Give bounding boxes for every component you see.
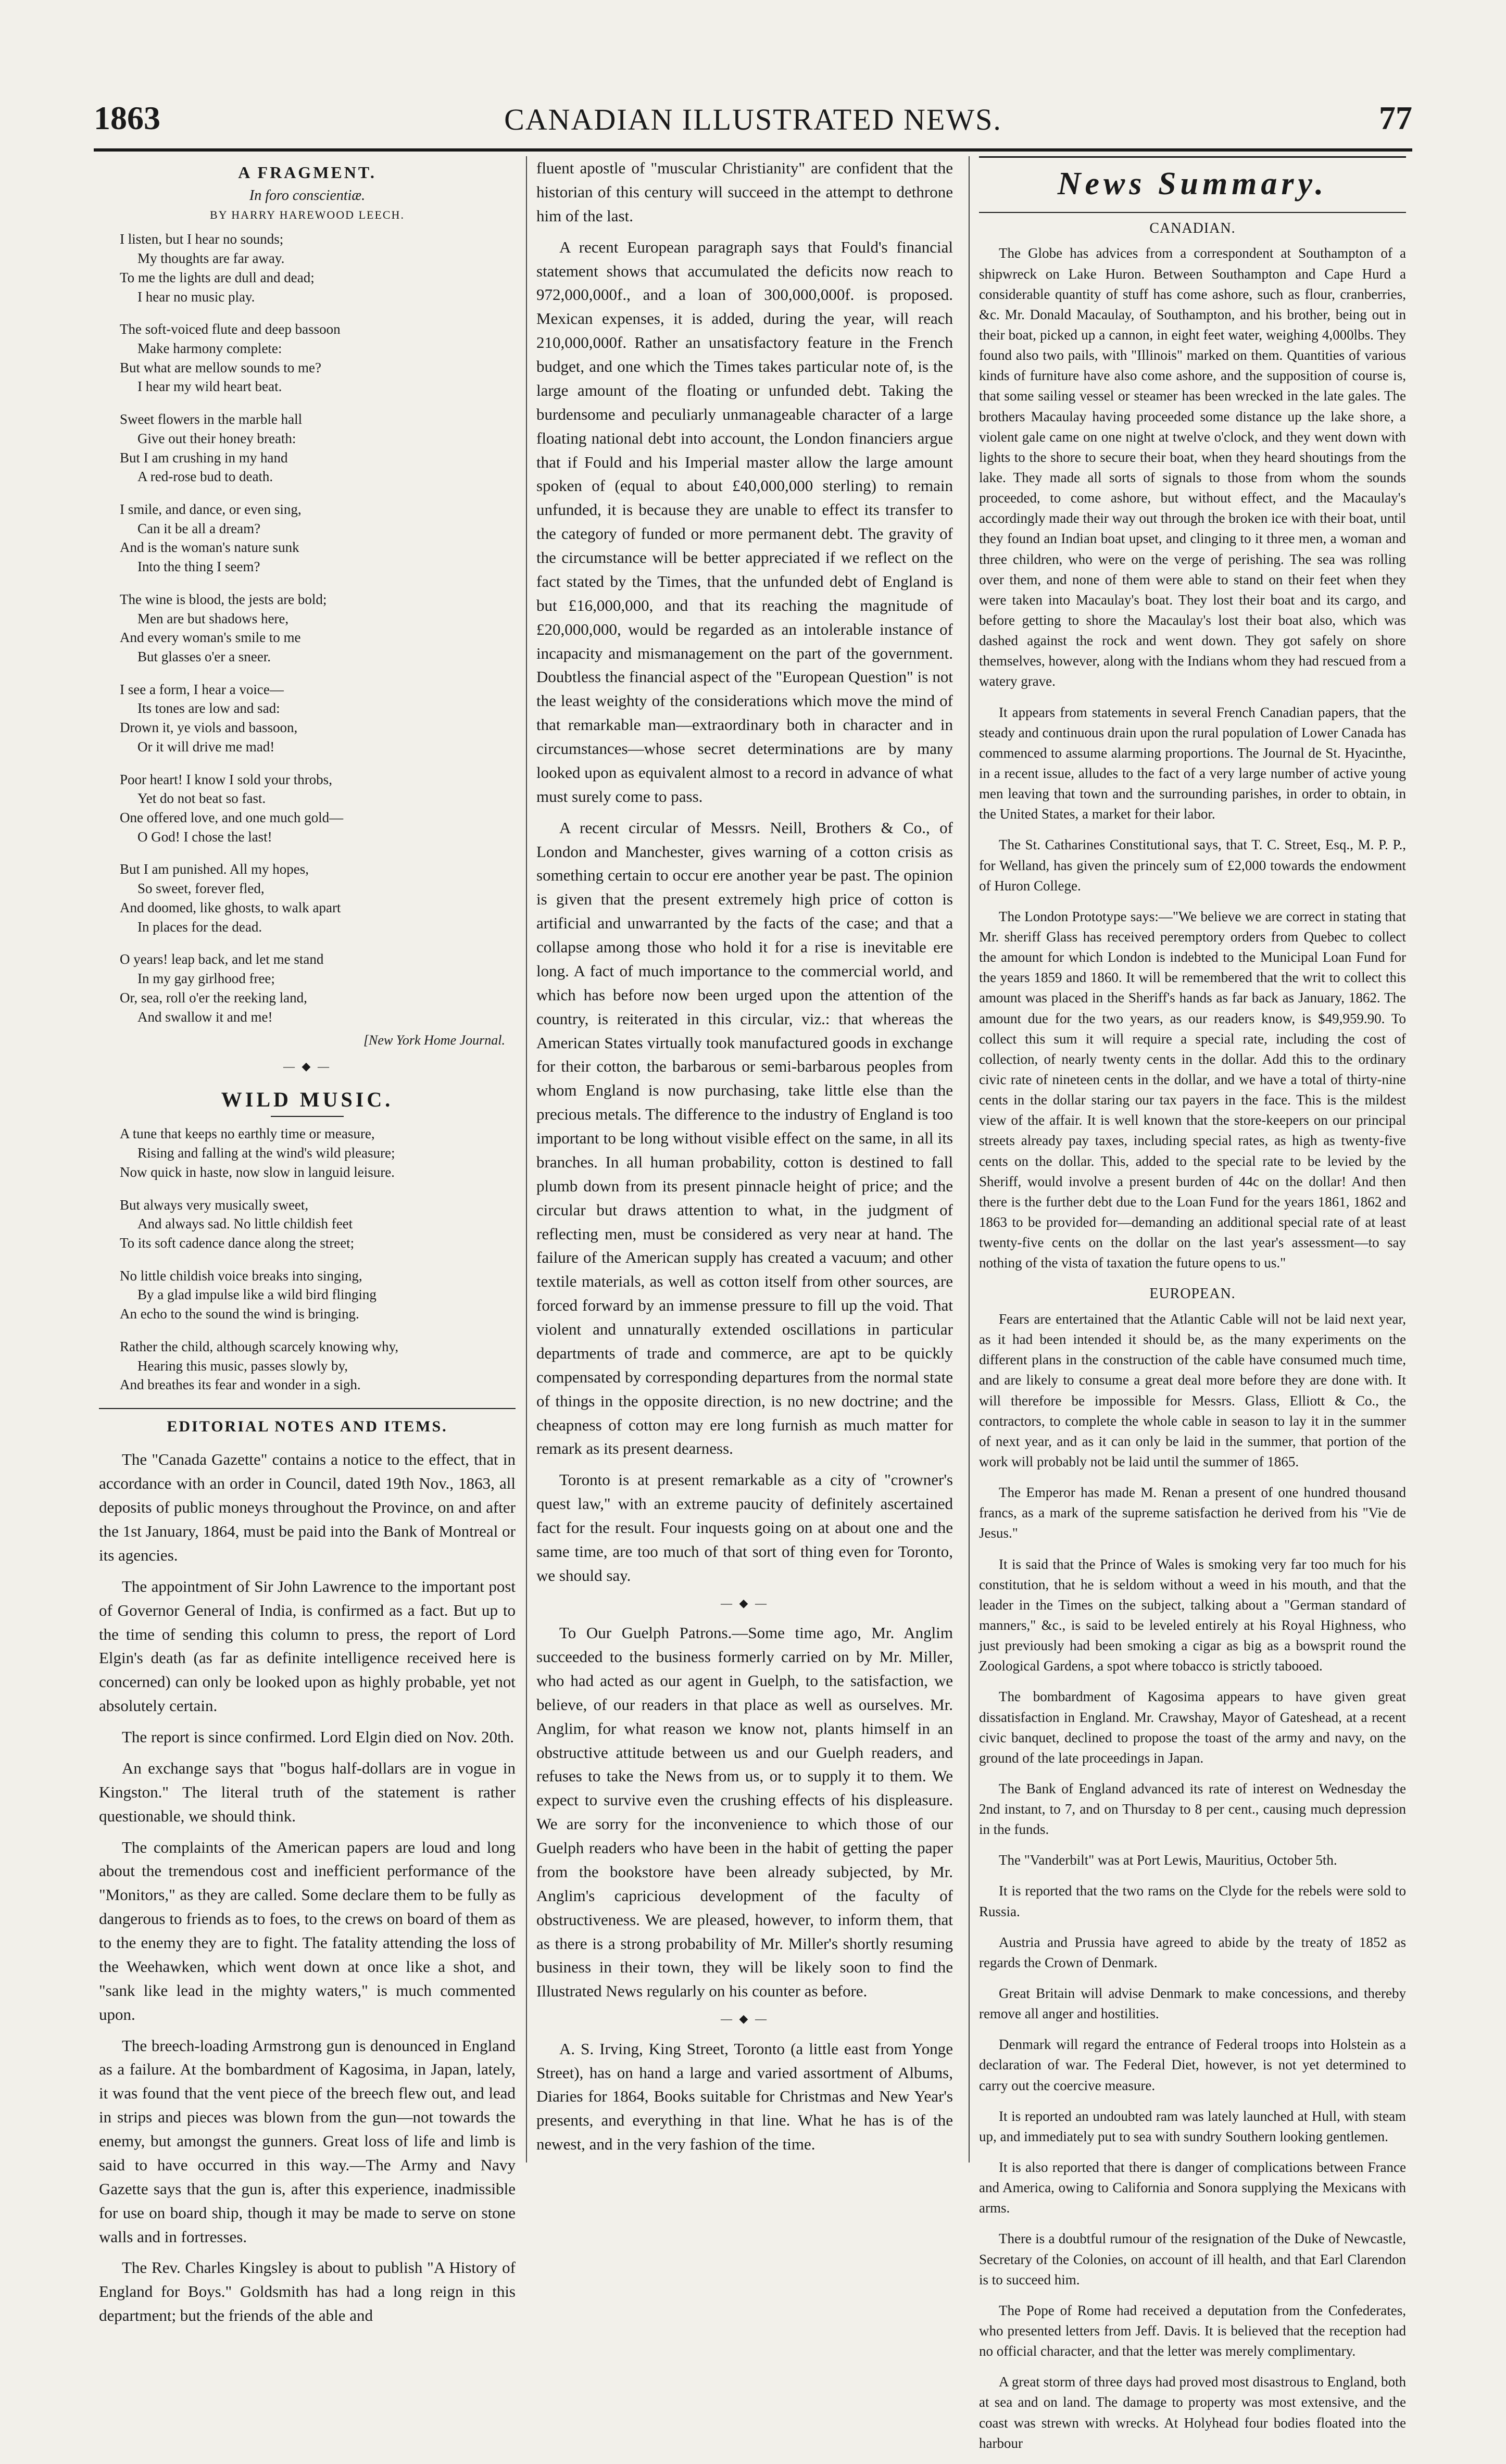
article-body	[536, 156, 953, 2156]
ornament-divider: — ◆ —	[721, 2012, 769, 2026]
article-paragraph: The "Canada Gazette" contains a notice to the effect, that in accordance with an order in Council, dated 19th Nov., 1863, all deposits of public moneys throughout the Province, on and after the 1st January, 1864, must be paid into the Bank of Montreal or its agencies.	[99, 1450, 516, 1564]
news-item: Great Britain will advise Denmark to make concessions, and thereby remove all anger and hostilities.	[979, 1985, 1406, 2022]
poem-stanza	[120, 500, 516, 576]
poem-stanza	[120, 770, 516, 847]
editorial-body	[99, 1448, 516, 2328]
title-underline	[271, 1116, 344, 1117]
news-item: A great storm of three days had proved most disastrous to England, both at sea and on land. The damage to property was most extensive, and the coast was strewn with wrecks. At Holyhead four bodies floated into the harbour	[979, 2374, 1406, 2451]
news-item: Fears are entertained that the Atlantic Cable will not be laid next year, as it had been intended it should be, as the many experiments on the different plans in the construction of the cable have consumed much time, and are likely to consume a great deal more before they are done with. It will therefore be impossible for Messrs. Glass, Elliott & Co., the contractors, to complete the whole cable in season to lay it in the summer of next year, and as it can only be laid in the summer, that portion of the work will probably not be laid until the summer of 1865.	[979, 1311, 1406, 1469]
page-number: 77	[1379, 99, 1412, 136]
editorial-title: EDITORIAL NOTES AND ITEMS.	[167, 1418, 448, 1436]
article-paragraph: A. S. Irving, King Street, Toronto (a little east from Yonge Street), has on hand a large and varied assortment of Albums, Diaries for 1864, Books suitable for Christmas and New Year's presents, and everything in that line. What he has is of the newest, and in the very fashion of the time.	[536, 2039, 953, 2154]
column-divider	[969, 156, 970, 2163]
news-item: Austria and Prussia have agreed to abide by the treaty of 1852 as regards the Crown of Denmark.	[979, 1934, 1406, 1970]
poem-line: To me the lights are dull and dead;	[120, 269, 315, 285]
news-item: Denmark will regard the entrance of Federal troops into Holstein as a declaration of war. The Federal Diet, however, is not yet determined to carry out the coercive measure.	[979, 2036, 1406, 2093]
news-item: It appears from statements in several French Canadian papers, that the steady and continuous drain upon the rural population of Lower Canada has commenced to assume alarming proportions. The Journal de St. Hyacinthe, in a recent issue, alludes to the fact of a very large number of active young men leaving that town and the surrounding parishes, in order to obtain, in the United States, a market for their labor.	[979, 704, 1406, 822]
poem-stanza	[120, 860, 516, 936]
poem-source: [New York Home Journal.	[363, 1033, 505, 1048]
article-paragraph: Toronto is at present remarkable as a city of "crowner's quest law," with an extreme paucity of definitely ascertained fact for the result. Four inquests going on at about one and the same time, are too much of that sort of thing even for Toronto, we should say.	[536, 1470, 953, 1585]
poem-line: In my gay girlhood free;	[137, 971, 275, 987]
poem-line: But I am crushing in my hand	[120, 449, 288, 466]
article-paragraph: The report is since confirmed. Lord Elgin died on Nov. 20th.	[122, 1728, 514, 1746]
column-2	[536, 156, 953, 2164]
poem-line: But glasses o'er a sneer.	[137, 649, 271, 664]
ornament-divider: — ◆ —	[283, 1059, 331, 1073]
section-rule	[99, 1408, 516, 1409]
article-paragraph: fluent apostle of "muscular Christianity" are confident that the historian of this century will succeed in the attempt to dethrone him of the last.	[536, 159, 953, 225]
poem-line: I hear no music play.	[137, 288, 255, 305]
poem-line: So sweet, forever fled,	[137, 881, 265, 897]
section-heading: EUROPEAN.	[1149, 1286, 1236, 1302]
poem-line: And breathes its fear and wonder in a sigh.	[120, 1377, 361, 1393]
poem-line: I smile, and dance, or even sing,	[120, 501, 302, 517]
poem-subtitle: In foro conscientiæ.	[249, 187, 366, 204]
newspaper-title: CANADIAN ILLUSTRATED NEWS.	[504, 103, 1002, 136]
poem-line: Sweet flowers in the marble hall	[120, 411, 303, 428]
poem-line: Drown it, ye viols and bassoon,	[120, 720, 298, 736]
ornament-divider: — ◆ —	[721, 1596, 769, 1610]
masthead-rule	[979, 212, 1406, 213]
article-paragraph: The complaints of the American papers are loud and long about the tremendous cost and inefficient performance of the "Monitors," as they are called. Some declare them to be fully as dangerous to friends as to foes, to the crews on board of them as to the enemy they are to fight. The fatality attending the loss of the Weehawken, which went down at once like a shot, and "sank like lead in the mighty waters," is much commented upon.	[99, 1838, 516, 2023]
article-paragraph: To Our Guelph Patrons.—Some time ago, Mr. Anglim succeeded to the business formerly carried on by Mr. Miller, who had acted as our agent in Guelph, to the satisfaction, we believe, of our readers in that place as well as ourselves. Mr. Anglim, for what reason we know not, plants himself in an obstructive attitude between us and our Guelph readers, and refuses to take the News from us, or to supply it to them. We expect to survive even the crushing effects of his displeasure. We are sorry for the inconvenience to which those of our Guelph readers who have been in the habit of getting the paper from the bookstore have been already subjected, by Mr. Anglim's capricious development of the faculty of obstructiveness. We are pleased, however, to inform them, that as there is a strong probability of Mr. Miller's shortly resuming business in their town, they will be likely soon to find the Illustrated News regularly on his counter as before.	[536, 1624, 953, 2001]
poem-line: Rather the child, although scarcely knowing why,	[120, 1338, 399, 1354]
poem-line: Its tones are low and sad:	[137, 700, 280, 716]
poem-stanza	[120, 680, 516, 757]
column-1	[99, 156, 516, 2335]
news-item: The Globe has advices from a correspondent at Southampton of a shipwreck on Lake Huron. Between Southampton and Cape Hurd a considerable quantity of stuff has come ashore, such as flour, cranberries, &c. Mr. Donald Macaulay, of Southampton, and his brother, being out in their boat, picked up a cannon, in eight feet water, weighing 4,000lbs. They found also two pails, with "Illinois" marked on them. Quantities of various kinds of furniture have also come ashore, and the supposition of course is, that some sailing vessel or steamer has been wrecked in the late gales. The brothers Macaulay having proceeded some distance up the lake shore, a violent gale came on one night at twelve o'clock, and they went down with lights to the shore to secure their boat, when they heard shoutings from the lake. They made all sorts of signals to those from whom the sounds proceeded, to come ashore, but without effect, and the Macaulay's accordingly made their way out through the broken ice with their boat, until they found an Indian boat upset, and clinging to it three men, a woman and three children, who were on the verge of perishing. The sea was rolling over them, and none of them were able to stand on their feet when they were taken into Macaulay's boat. They lost their boat and its cargo, and before getting to shore the Macaulay's lost their boat also, which was dashed against the rock and went down. They got safely on shore themselves, however, along with the Indians whom they had rescued from a watery grave.	[979, 245, 1406, 689]
poem-stanza	[120, 1124, 516, 1181]
poem-line: And always sad. No little childish feet	[137, 1216, 353, 1232]
poem-body	[99, 230, 516, 1026]
poem-line: And every woman's smile to me	[120, 630, 301, 646]
poem-line: Rising and falling at the wind's wild pleasure;	[137, 1145, 395, 1161]
news-item: The Pope of Rome had received a deputation from the Confederates, who presented letters from Jeff. Davis. It is believed that the reception had no official character, and that the letter was merely complimentary.	[979, 2302, 1406, 2359]
poem-stanza	[120, 230, 516, 306]
poem-line: The wine is blood, the jests are bold;	[120, 591, 327, 607]
poem-line: Men are but shadows here,	[137, 610, 289, 626]
news-item: The St. Catharines Constitutional says, that T. C. Street, Esq., M. P. P., for Welland, has given the princely sum of £2,000 towards the endowment of Huron College.	[979, 837, 1406, 894]
poem-line: Or, sea, roll o'er the reeking land,	[120, 989, 307, 1005]
poem-line: Hearing this music, passes slowly by,	[137, 1357, 348, 1374]
poem-line: Now quick in haste, now slow in languid leisure.	[120, 1164, 395, 1180]
news-item: The bombardment of Kagosima appears to have given great dissatisfaction in England. Mr. Crawshay, Mayor of Gateshead, at a recent civic banquet, declined to propose the toast of the army and navy, on the ground of the late proceedings in Japan.	[979, 1689, 1406, 1766]
news-item: The Bank of England advanced its rate of interest on Wednesday the 2nd instant, to 7, and on Thursday to 8 per cent., causing much depression in the funds.	[979, 1780, 1406, 1838]
poem-line: But always very musically sweet,	[120, 1197, 309, 1213]
poem-stanza	[120, 410, 516, 486]
news-item: There is a doubtful rumour of the resignation of the Duke of Newcastle, Secretary of the Colonies, on account of ill health, and that Earl Clarendon is to succeed him.	[979, 2231, 1406, 2287]
news-item: The London Prototype says:—"We believe we are correct in stating that Mr. sheriff Glass has received peremptory orders from Quebec to collect the amount for which London is indebted to the Municipal Loan Fund for the years 1859 and 1860. It will be remembered that the writ to collect this amount was placed in the Sheriff's hands as far back as January, 1862. The amount due for the two years, as our readers know, is $49,959.90. To collect this sum it will require a special rate, including the cost of collection, of nearly twenty cents in the dollar. Add this to the ordinary civic rate of nineteen cents in the dollar, and we have a total of thirty-nine cents in the dollar staring our tax payers in the face. This is the mildest view of the affair. It is well known that the store-keepers on our principal streets already pay taxes, including special rates, as high as twenty-five cents on the dollar. This, added to the special rate to be levied by the Sheriff, would involve a present burden of 44c on the dollar! And then there is the further debt due to the Loan Fund for the years 1861, 1862 and 1863 to be provided for—demanding an additional special rate of at least twenty-five cents on the dollar on the last year's assessment—to say nothing of the vista of taxation the future opens to us."	[979, 908, 1406, 1271]
header-year: 1863	[94, 99, 160, 136]
header-rule	[94, 148, 1412, 152]
poem-line: Or it will drive me mad!	[137, 738, 275, 755]
poem-line: One offered love, and one much gold—	[120, 810, 344, 826]
poem-line: The soft-voiced flute and deep bassoon	[120, 321, 341, 337]
poem-line: I listen, but I hear no sounds;	[120, 231, 284, 247]
article-paragraph: The Rev. Charles Kingsley is about to publish "A History of England for Boys." Goldsmith has had a long reign in this department; but the friends of the able and	[99, 2258, 516, 2325]
article-paragraph: A recent circular of Messrs. Neill, Brothers & Co., of London and Manchester, gives warning of a cotton crisis as something certain to occur ere another year be past. The opinion is given that the present extremely high price of cotton is artificial and unwarranted by the facts of the case; and that a collapse among those who hold it for a rise is inevitable ere long. A fact of much importance to the commercial world, and which has before now been urged upon the attention of the country, is reiterated in this circular, viz.: that whereas the American States virtually took manufactured goods in exchange for their cotton, the barbarous or semi-barbarous peoples from whom England is now purchasing, take little else than the precious metals. The difference to the industry of England is too important to be long without visible effect on the same, in all its branches. In all human probability, cotton is destined to fall plumb down from its present pinnacle height of price; and the circular but draws attention to what, in the judgment of reflecting men, must be considered as very near at hand. The failure of the American supply has created a vacuum; and other textile materials, as well as cotton itself from other sources, are forced forward by an immense pressure to fill up the void. That violent and unnaturally extended oscillations in particular departments of trade and commerce, are apt to be quickly compensated by corresponding departures from the normal state of things in the opposite direction, is no new doctrine; and the cheapness of cotton may ere long furnish as much matter for remark as its present dearness.	[536, 818, 953, 1458]
poem-line: To its soft cadence dance along the street;	[120, 1235, 355, 1251]
poem-line: O God! I chose the last!	[137, 828, 272, 845]
poem-line: Make harmony complete:	[137, 340, 282, 356]
article-paragraph: A recent European paragraph says that Fould's financial statement shows that accumulated the deficits now reach to 972,000,000f., and a loan of 300,000,000f. is proposed. Mexican expenses, it is added, during the year, will reach 210,000,000f. Rather an unsatisfactory feature in the French budget, and one which the Times takes particular note of, is the large amount of the floating or unfunded debt. Taking the burdensome and peculiarly unmanageable character of a large floating national debt into account, the London financiers argue that if Fould and his Imperial master allow the large amount spoken of (equal to about £40,000,000 sterling) to remain unfunded, it is because they are unable to effect its transfer to the category of funded or more permanent debt. The gravity of the circumstance will be better appreciated if we reflect on the fact stated by the Times, that the unfunded debt of England is but £16,000,000, and that its reaching the magnitude of £20,000,000, would be regarded as an intolerable instance of incapacity and mismanagement on the part of the government. Doubtless the financial aspect of the "European Question" is not the least weighty of the considerations which move the mind of that remarkable man—extraordinary both in character and in circumstances—whose secret determinations are by many looked upon as equivalent almost to a record in advance of what must surely come to pass.	[536, 237, 953, 806]
poem-line: A red-rose bud to death.	[137, 469, 273, 485]
poem-line: A tune that keeps no earthly time or measure,	[120, 1126, 375, 1142]
poem-line: Yet do not beat so fast.	[137, 790, 266, 807]
poem-line: But I am punished. All my hopes,	[120, 861, 309, 877]
poem-title: WILD MUSIC.	[221, 1088, 394, 1112]
news-summary-body	[979, 218, 1406, 2454]
column-divider	[526, 156, 527, 2163]
poem-stanza	[120, 950, 516, 1026]
poem-line: My thoughts are far away.	[137, 250, 285, 267]
news-item: It is reported that the two rams on the Clyde for the rebels were sold to Russia.	[979, 1883, 1406, 1919]
poem-line: Give out their honey breath:	[137, 430, 296, 446]
news-item: It is said that the Prince of Wales is smoking very far too much for his constitution, that he is seldom without a weed in his mouth, and that the leader in the Times on the subject, talking about a "German standard of manners," &c., is said to be leveled entirely at his Royal Highness, who just previously had been smoking a cigar as big as a bowsprit round the Zoological Gardens, a spot where tobacco is strictly tabooed.	[979, 1556, 1406, 1674]
poem-line: But what are mellow sounds to me?	[120, 359, 321, 375]
article-paragraph: The breech-loading Armstrong gun is denounced in England as a failure. At the bombardment of Kagosima, in Japan, lately, it was found that the vent piece of the breech flew out, and lead in strips and pieces was blown from the gun—not towards the enemy, but amongst the gunners. Great loss of life and limb is said to have occurred in this way.—The Army and Navy Gazette says that the gun is, after this experience, inadmissible for use on board ship, though it may be made to serve on stone walls and in fortresses.	[99, 2036, 516, 2246]
news-item: The Emperor has made M. Renan a present of one hundred thousand francs, as a mark of the supreme satisfaction he derived from his "Vie de Jesus."	[979, 1485, 1406, 1541]
poem-line: An echo to the sound the wind is bringing.	[120, 1306, 359, 1322]
poem-stanza	[120, 1337, 516, 1394]
poem-stanza	[120, 1196, 516, 1253]
poem-line: I hear my wild heart beat.	[137, 379, 282, 395]
news-summary-masthead: News Summary.	[1057, 166, 1328, 202]
column-3	[979, 156, 1406, 2464]
masthead-rule	[979, 156, 1406, 158]
poem-line: And swallow it and me!	[137, 1009, 273, 1025]
section-heading: CANADIAN.	[1149, 220, 1236, 236]
poem-stanza	[120, 590, 516, 667]
poem-line: By a glad impulse like a wild bird flinging	[137, 1287, 376, 1303]
page-header	[94, 99, 1412, 146]
poem-stanza	[120, 320, 516, 396]
article-paragraph: The appointment of Sir John Lawrence to the important post of Governor General of India, is confirmed as a fact. But up to the time of sending this column to press, the report of Lord Elgin's death (as far as definite intelligence received here is concerned) can only be looked upon as highly probable, yet not absolutely certain.	[99, 1577, 516, 1715]
poem-title: A FRAGMENT.	[238, 163, 376, 182]
poem-line: And is the woman's nature sunk	[120, 539, 299, 556]
poem-stanza	[120, 1266, 516, 1324]
poem-line: Into the thing I seem?	[137, 559, 260, 575]
poem-line: No little childish voice breaks into singing,	[120, 1267, 362, 1284]
news-item: It is reported an undoubted ram was lately launched at Hull, with steam up, and immediately put to sea with sundry Southern looking gentlemen.	[979, 2108, 1406, 2144]
poem-author: BY HARRY HAREWOOD LEECH.	[210, 208, 405, 221]
poem-line: I see a form, I hear a voice—	[120, 681, 284, 697]
article-paragraph: An exchange says that "bogus half-dollars are in vogue in Kingston." The literal truth of the statement is rather questionable, we should think.	[99, 1758, 516, 1825]
news-item: The "Vanderbilt" was at Port Lewis, Mauritius, October 5th.	[999, 1852, 1337, 1868]
poem-body	[99, 1124, 516, 1394]
poem-line: In places for the dead.	[137, 919, 262, 935]
poem-line: O years! leap back, and let me stand	[120, 951, 324, 967]
poem-line: Poor heart! I know I sold your throbs,	[120, 771, 332, 787]
news-item: It is also reported that there is danger of complications between France and America, owing to California and Sonora supplying the Mexicans with arms.	[979, 2159, 1406, 2216]
poem-line: Can it be all a dream?	[137, 520, 261, 536]
poem-line: And doomed, like ghosts, to walk apart	[120, 899, 341, 915]
